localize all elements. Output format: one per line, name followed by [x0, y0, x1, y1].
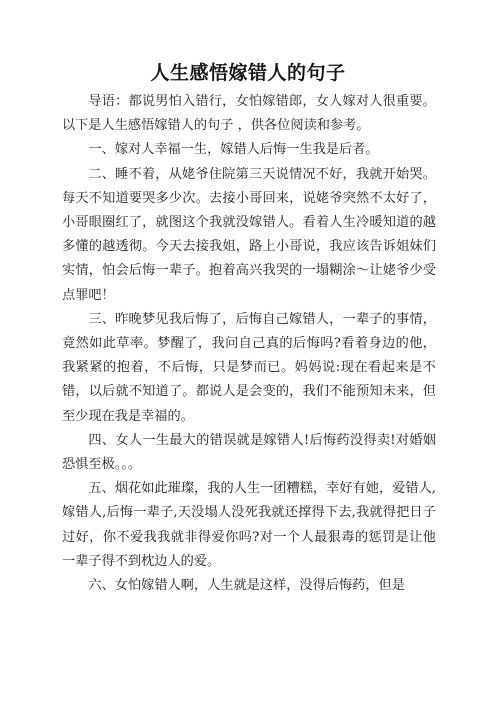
paragraph-4: 四、女人一生最大的错误就是嫁错人!后悔药没得卖!对婚姻恐惧至极。。。 — [62, 432, 436, 473]
document-title: 人生感悟嫁错人的句子 — [150, 62, 346, 84]
paragraph-5: 五、烟花如此璀璨，我的人生一团糟糕，幸好有她，爱错人,嫁错人,后悔一辈子,天没塌人没死我就还撑得下去,我就得把日子过好，你不爱我我就非得爱你吗?对一个人最狠毒的惩罚是让他一辈子得不到枕边人的爱。 — [62, 481, 436, 569]
paragraph-6: 六、女怕嫁错人啊，人生就是这样，没得后悔药，但是 — [88, 578, 405, 594]
document-body — [62, 90, 436, 598]
paragraph-2: 二、睡不着，从姥爷住院第三天说情况不好，我就开始哭。每天不知道要哭多少次。去接小哥回来，说姥爷突然不太好了，小哥眼圈红了，就图这个我就没嫁错人。看着人生冷暖知道的越多懂的越透彻。今天去接我姐，路上小哥说，我应该告诉姐妹们实情，怕会后悔一辈子。抱着高兴我哭的一塌糊涂～让姥爷少受点罪吧！ — [62, 166, 436, 303]
paragraph-1: 一、嫁对人幸福一生，嫁错人后悔一生我是后者。 — [88, 142, 379, 158]
paragraph-3: 三、昨晚梦见我后悔了，后悔自己嫁错人，一辈子的事情，竟然如此草率。梦醒了，我问自己真的后悔吗?看着身边的他，我紧紧的抱着，不后悔，只是梦而已。妈妈说:现在看起来是不错，以后就不知道了。都说人是会变的，我们不能预知未来，但至少现在我是幸福的。 — [62, 311, 436, 424]
paragraph-intro: 导语：都说男怕入错行，女怕嫁错郎，女人嫁对人很重要。以下是人生感悟嫁错人的句子 ，供各位阅读和参考。 — [62, 94, 436, 134]
